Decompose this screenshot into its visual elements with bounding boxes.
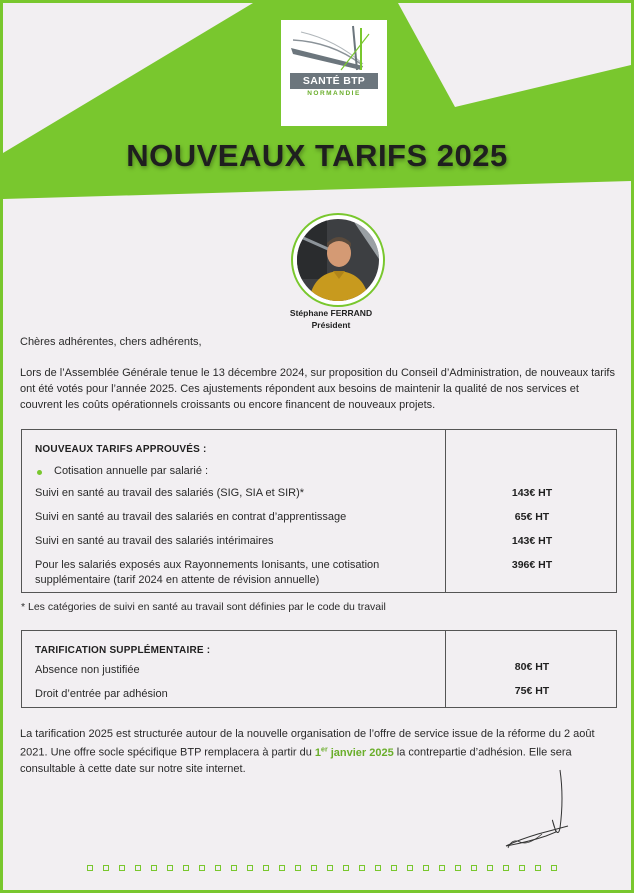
- footer-dot: [263, 865, 269, 871]
- president-photo: [297, 219, 379, 301]
- table-row-label: Suivi en santé au travail des salariés intérimaires: [35, 535, 274, 547]
- footer-dot: [183, 865, 189, 871]
- page-title: NOUVEAUX TARIFS 2025: [126, 138, 508, 173]
- approved-tariffs-table: [21, 429, 617, 593]
- extra-tariffs-table: [21, 630, 617, 708]
- closing-text-after: la contrepartie d’adhésion. Elle sera consultable à cette date sur notre site internet.: [20, 746, 572, 775]
- president-name: Stéphane FERRAND: [289, 308, 373, 318]
- footer-dot: [199, 865, 205, 871]
- footer-dot: [151, 865, 157, 871]
- table-row-price: 80€ HT: [514, 661, 550, 673]
- date-sup: er: [321, 746, 328, 753]
- footer-dot: [231, 865, 237, 871]
- footer-dot: [375, 865, 381, 871]
- footer-dot: [311, 865, 317, 871]
- footer-dot: [87, 865, 93, 871]
- footer-dot: [135, 865, 141, 871]
- footer-dot: [423, 865, 429, 871]
- table-row-label: Absence non justifiée: [35, 664, 140, 676]
- footer-dot: [119, 865, 125, 871]
- extra-tariffs-heading: TARIFICATION SUPPLÉMENTAIRE :: [35, 645, 211, 656]
- footer-dot: [487, 865, 493, 871]
- table-row-label: Pour les salariés exposés aux Rayonnements Ionisants, une cotisation supplémentaire (tarif 2024 en attente de révision annuelle): [35, 559, 380, 586]
- table-row-label: Suivi en santé au travail des salariés en contrat d’apprentissage: [35, 511, 347, 523]
- logo: [281, 20, 387, 126]
- table-row-price: 396€ HT: [511, 559, 553, 571]
- table-row-price: 143€ HT: [511, 487, 553, 499]
- table-row-price: 65€ HT: [514, 511, 550, 523]
- footer-dot: [535, 865, 541, 871]
- footer-dot: [391, 865, 397, 871]
- table-row-price: 143€ HT: [511, 535, 553, 547]
- footer-dot: [519, 865, 525, 871]
- footer-dot: [167, 865, 173, 871]
- portrait-icon: [297, 219, 379, 301]
- table-row-label: Suivi en santé au travail des salariés (SIG, SIA et SIR)*: [35, 487, 305, 499]
- greeting: Chères adhérentes, chers adhérents,: [20, 336, 202, 348]
- table-row-price: 75€ HT: [514, 685, 550, 697]
- president-photo-frame: [291, 213, 385, 307]
- footer-dot: [343, 865, 349, 871]
- approved-tariffs-heading: NOUVEAUX TARIFS APPROUVÉS :: [35, 444, 207, 455]
- logo-region: NORMANDIE: [307, 90, 361, 97]
- footer-dot: [327, 865, 333, 871]
- page: [3, 3, 631, 890]
- footer-dot: [407, 865, 413, 871]
- date-highlight: [315, 747, 394, 759]
- date-rest: janvier 2025: [327, 746, 394, 759]
- footnote: * Les catégories de suivi en santé au travail sont définies par le code du travail: [21, 601, 386, 613]
- footer-dot: [295, 865, 301, 871]
- date-day: 1: [314, 746, 322, 759]
- table-row-label: Droit d’entrée par adhésion: [35, 688, 168, 700]
- bullet-label: Cotisation annuelle par salarié :: [54, 465, 209, 477]
- logo-brand-name: SANTÉ BTP: [290, 73, 378, 89]
- footer-dot: [471, 865, 477, 871]
- footer-dot: [103, 865, 109, 871]
- footer-dot: [455, 865, 461, 871]
- signature-icon: [498, 768, 578, 853]
- footer-dot: [215, 865, 221, 871]
- footer-dot: [279, 865, 285, 871]
- footer-dot: [359, 865, 365, 871]
- footer-dots: [87, 865, 557, 871]
- footer-dot: [551, 865, 557, 871]
- closing-text-before: La tarification 2025 est structurée autour de la nouvelle organisation de l’offre de service issue de la réforme du 2 août 2021. Une offre socle spécifique BTP remplacera à partir du: [20, 728, 595, 759]
- footer-dot: [247, 865, 253, 871]
- intro-paragraph: Lors de l’Assemblée Générale tenue le 13 décembre 2024, sur proposition du Conseil d’Administration, de nouveaux tarifs ont été votés pour l’année 2025. Ces ajustements répondent aux besoins de maintenir la qualité de nos services et couvrent les coûts opérationnels croissants ou encore financent de nouveaux projets.: [20, 367, 615, 411]
- footer-dot: [503, 865, 509, 871]
- president-role: Président: [311, 320, 351, 330]
- footer-dot: [439, 865, 445, 871]
- bullet-icon: [37, 470, 42, 475]
